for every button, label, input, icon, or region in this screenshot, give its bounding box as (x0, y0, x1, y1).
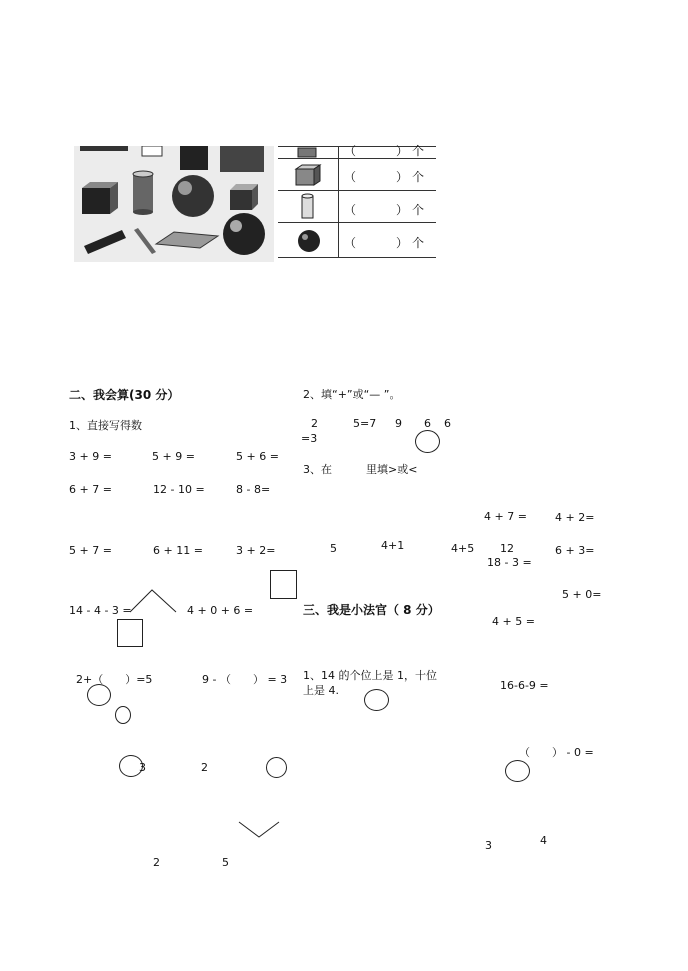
q3-item: 5 (330, 542, 337, 555)
q2-item: 6 (424, 417, 431, 430)
q3-item: 12 (500, 542, 514, 555)
answer-circle[interactable] (415, 430, 440, 453)
calc-item: 3 + 9 = (69, 450, 112, 463)
number: 2 (201, 761, 208, 774)
fill-blank: 9 - （ ） = 3 (202, 673, 288, 686)
calc-item: 5 + 9 = (152, 450, 195, 463)
paren-close: ） (396, 236, 409, 250)
q3-label2: 里填>或< (366, 463, 418, 476)
paren-close: ） (396, 203, 409, 217)
q3-item: 6 + 3= (555, 544, 595, 557)
q3-label: 3、在 (303, 463, 332, 476)
answer-box[interactable] (270, 570, 297, 599)
sphere-icon (296, 228, 322, 254)
calc-item: 8 - 8= (236, 483, 271, 496)
split-lines (237, 820, 283, 840)
q2-item: =3 (301, 432, 318, 445)
paren-open: （ (344, 203, 357, 217)
number: 5 (222, 856, 229, 869)
calc-item: 12 - 10 = (153, 483, 205, 496)
paren-open: （ (344, 170, 357, 184)
unit: 个 (412, 236, 425, 250)
answer-circle[interactable] (364, 689, 389, 711)
section3-heading: 三、我是小法官（ 8 分） (303, 603, 440, 617)
q3-item: 4+5 (451, 542, 475, 555)
answer-circle[interactable] (87, 684, 111, 706)
calc-item: 5 + 7 = (69, 544, 112, 557)
paren-open: （ (344, 144, 357, 158)
q2-item: 2 (311, 417, 318, 430)
q3-item: 5 + 0= (562, 588, 602, 601)
answer-box[interactable] (117, 619, 143, 647)
calc-item: 5 + 6 = (236, 450, 279, 463)
shapes-picture (74, 146, 274, 262)
paren-open: （ (344, 236, 357, 250)
split-lines (128, 588, 180, 614)
unit: 个 (412, 203, 425, 217)
q2-item: 5=7 (353, 417, 377, 430)
cube-icon (294, 163, 322, 187)
q3-item: 4 + 7 = (484, 510, 527, 523)
q3-item: 4+1 (381, 539, 405, 552)
q3-item: 16-6-9 = (500, 679, 549, 692)
q3-item: 4 + 5 = (492, 615, 535, 628)
q2-label: 2、填“+”或“— ”。 (303, 388, 401, 401)
paren-close: ） (396, 170, 409, 184)
number: 3 (139, 761, 146, 774)
calc-item: 6 + 11 = (153, 544, 203, 557)
paren-close: ） (396, 144, 409, 158)
answer-circle[interactable] (115, 706, 131, 724)
judge-line: 上是 4. (303, 684, 339, 697)
calc-item: 4 + 0 + 6 = (187, 604, 254, 617)
calc-item: 14 - 4 - 3 = (69, 604, 132, 617)
q2-item: 9 (395, 417, 402, 430)
answer-circle[interactable] (505, 760, 530, 782)
q1-label: 1、直接写得数 (69, 419, 142, 432)
cylinder-icon (300, 193, 316, 221)
unit: 个 (412, 144, 425, 158)
calc-item: 3 + 2= (236, 544, 276, 557)
judge-line: 1、14 的个位上是 1，十位 (303, 669, 437, 682)
fill-blank: 2+（ ）=5 (76, 673, 153, 686)
answer-circle[interactable] (266, 757, 287, 778)
calc-item: 6 + 7 = (69, 483, 112, 496)
shapes-count-table (278, 146, 436, 258)
unit: 个 (412, 170, 425, 184)
q3-item: （ ） - 0 = (519, 746, 594, 759)
q2-item: 6 (444, 417, 451, 430)
q3-item: 4 + 2= (555, 511, 595, 524)
shapes-illustration (74, 146, 274, 262)
number: 2 (153, 856, 160, 869)
q3-item: 4 (540, 834, 547, 847)
q3-item: 3 (485, 839, 492, 852)
section2-heading: 二、我会算(30 分） (69, 388, 180, 402)
cuboid-icon (296, 146, 320, 158)
q3-item: 18 - 3 = (487, 556, 532, 569)
